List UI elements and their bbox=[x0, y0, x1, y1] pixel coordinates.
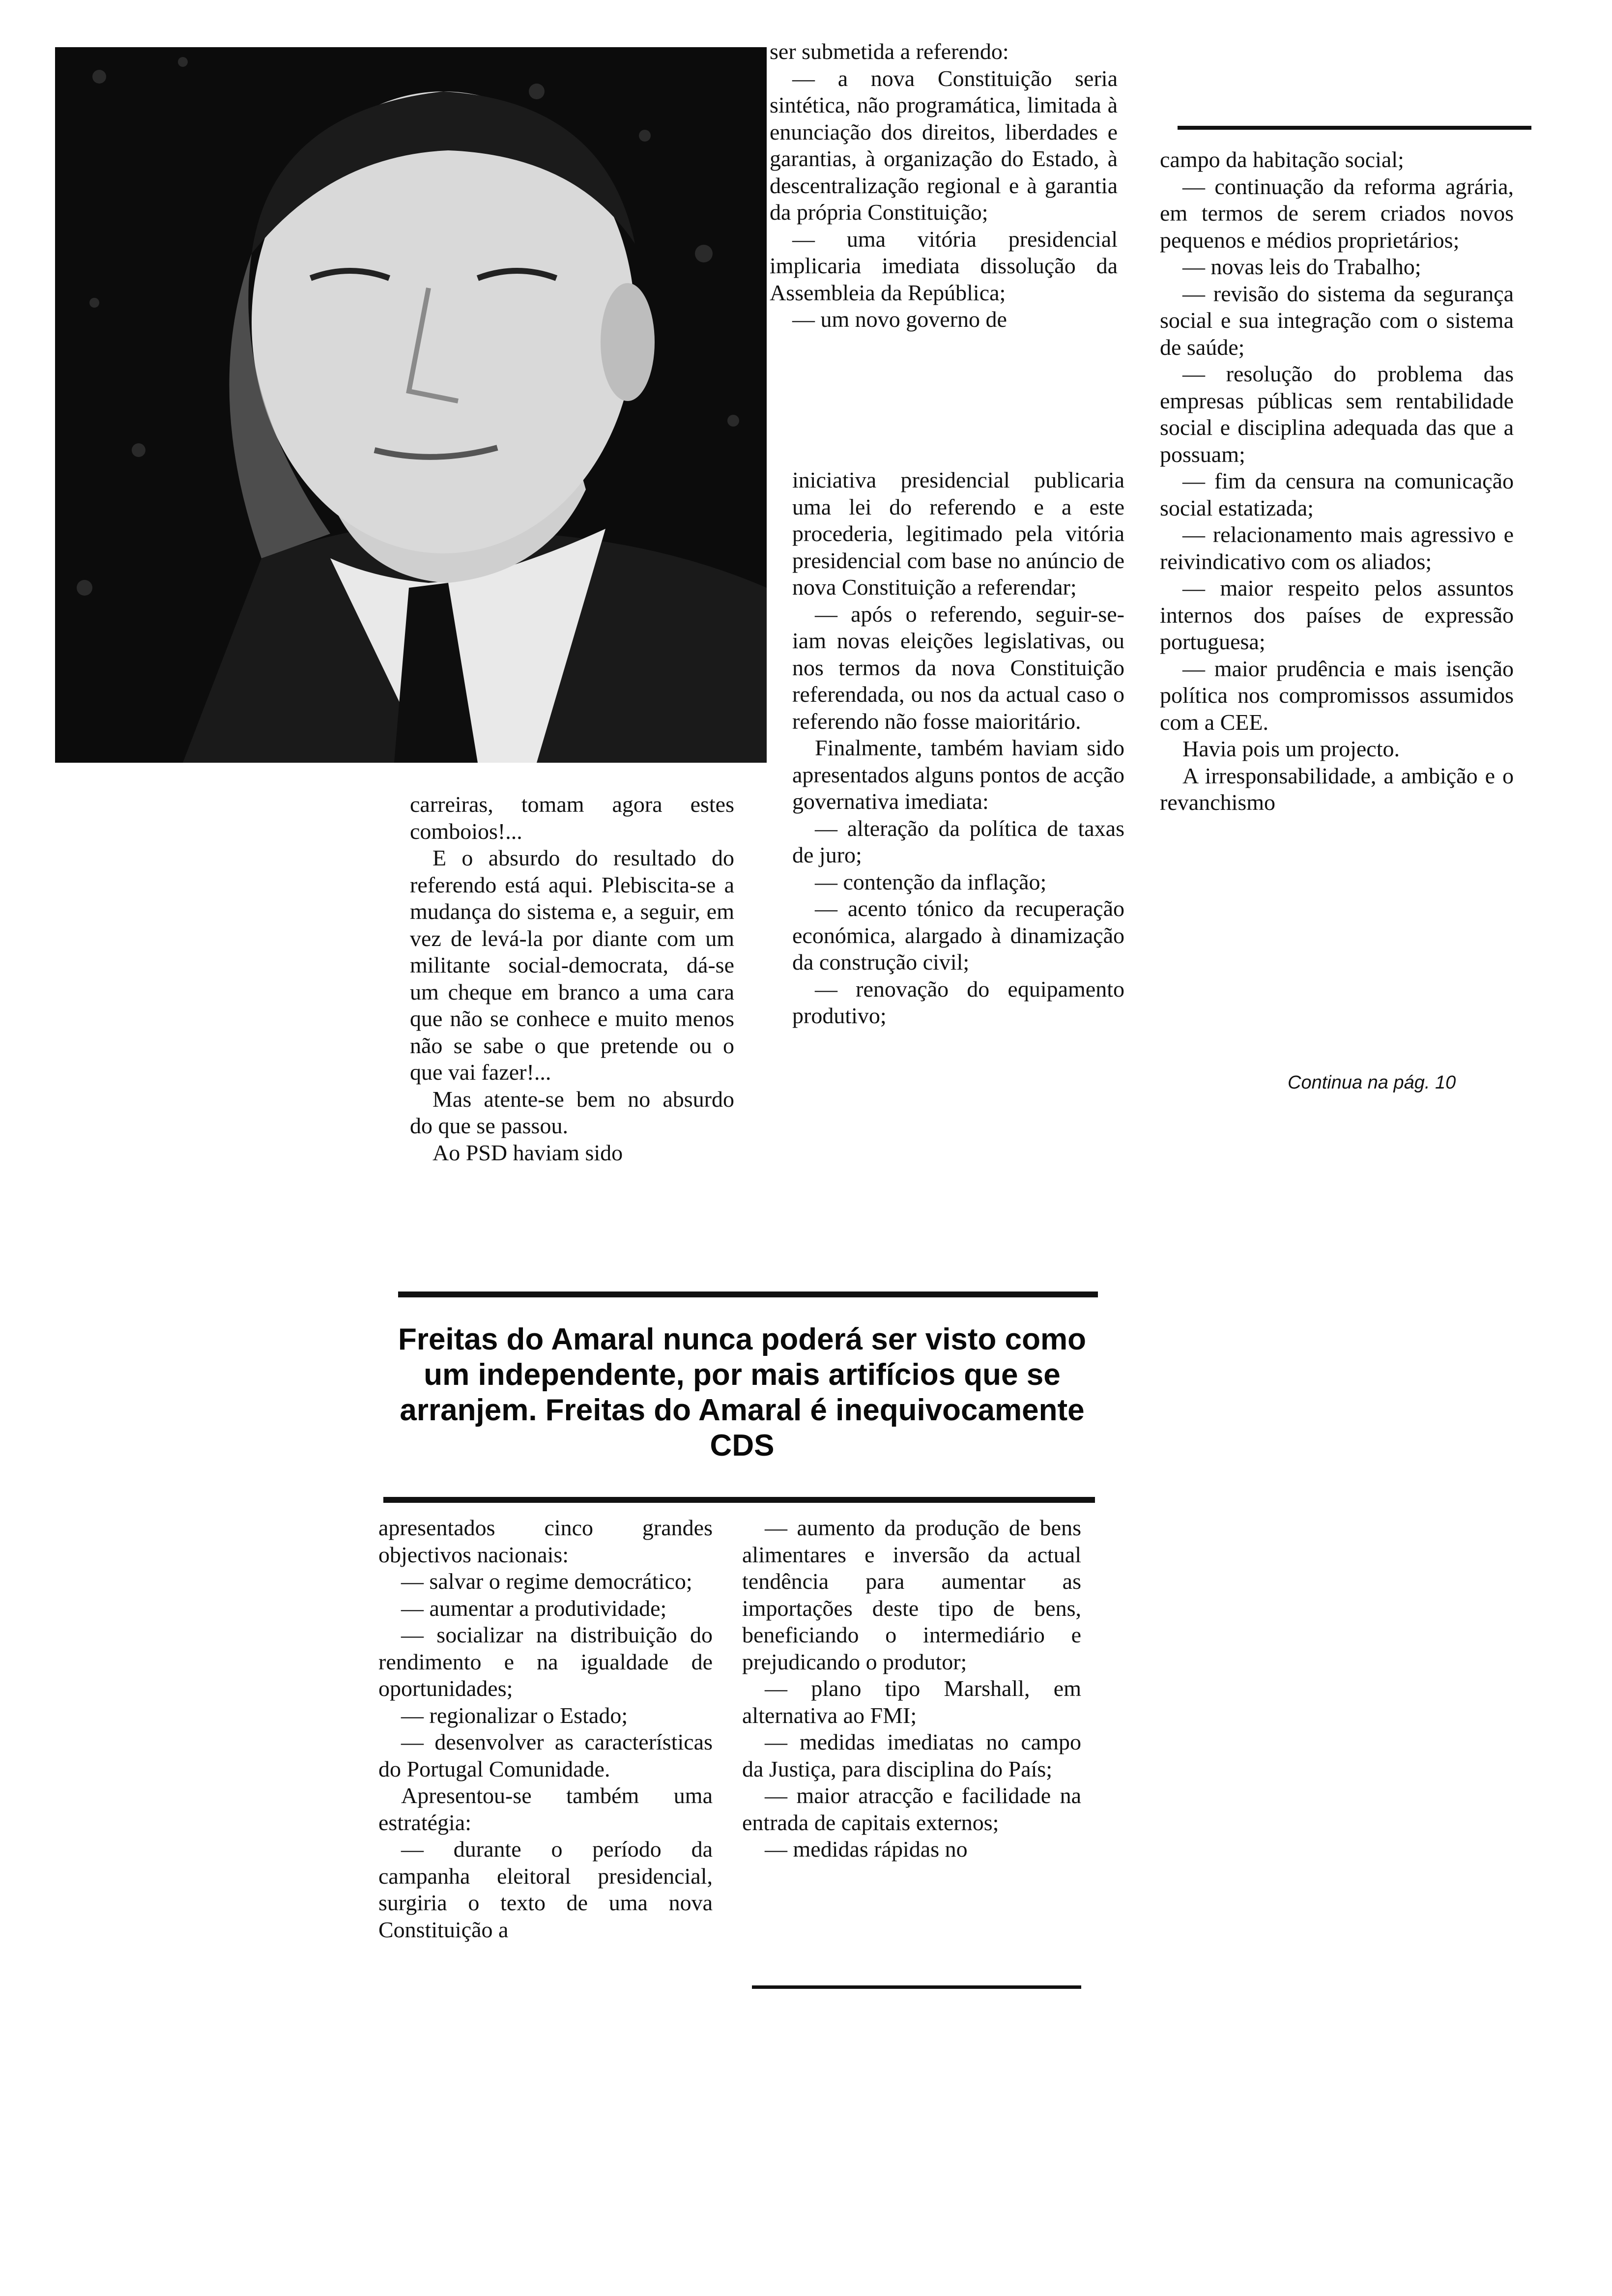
column-top-rule bbox=[1178, 126, 1531, 130]
paragraph: — aumento da produção de bens alimentares e inversão da actual tendência para aumentar as importações deste tipo de bens, beneficiando o intermediário e prejudicando o produtor; bbox=[742, 1515, 1081, 1674]
paragraph: — uma vitória presidencial implicaria imediata dissolução da Assembleia da República; bbox=[770, 226, 1118, 305]
paragraph: — maior respeito pelos assuntos internos dos países de expressão portuguesa; bbox=[1160, 575, 1514, 654]
portrait-illustration bbox=[55, 47, 767, 763]
paragraph: — durante o período da campanha eleitoral presidencial, surgiria o texto de uma nova Constituição a bbox=[378, 1837, 713, 1942]
column-middle bbox=[792, 467, 1124, 1030]
paragraph: carreiras, tomam agora estes comboios!... bbox=[410, 792, 734, 844]
paragraph: — novas leis do Trabalho; bbox=[1182, 254, 1421, 279]
paragraph: — medidas imediatas no campo da Justiça, para disciplina do País; bbox=[742, 1729, 1081, 1781]
pull-quote: Freitas do Amaral nunca poderá ser visto como um independente, por mais artifícios que se arranjem. Freitas do Amaral é inequivocamente CDS bbox=[398, 1322, 1086, 1463]
paragraph: — maior prudência e mais isenção política nos compromissos assumidos com a CEE. bbox=[1160, 656, 1514, 735]
paragraph: E o absurdo do resultado do referendo está aqui. Plebiscita-se a mudança do sistema e, a seguir, em vez de levá-la por diante com um militante social-democrata, dá-se um cheque em branco a uma cara que não se conhece e muito menos não se sabe o que pretende ou o que vai fazer!... bbox=[410, 845, 734, 1085]
paragraph: — contenção da inflação; bbox=[815, 869, 1047, 894]
paragraph: iniciativa presidencial publicaria uma lei do referendo e a este procederia, legitimado pela vitória presidencial com base no anúncio de nova Constituição a referendar; bbox=[792, 467, 1124, 600]
column-right bbox=[1160, 146, 1514, 816]
column-upper-middle bbox=[770, 38, 1118, 333]
paragraph: — revisão do sistema da segurança social e sua integração com o sistema de saúde; bbox=[1160, 281, 1514, 360]
column-end-rule bbox=[752, 1985, 1081, 1989]
paragraph: — relacionamento mais agressivo e reivindicativo com os aliados; bbox=[1160, 522, 1514, 574]
paragraph: Havia pois um projecto. bbox=[1182, 736, 1400, 761]
paragraph: — desenvolver as características do Portugal Comunidade. bbox=[378, 1729, 713, 1781]
paragraph: apresentados cinco grandes objectivos nacionais: bbox=[378, 1515, 713, 1567]
paragraph: — medidas rápidas no bbox=[765, 1837, 968, 1862]
paragraph: — renovação do equipamento produtivo; bbox=[792, 976, 1124, 1028]
paragraph: — plano tipo Marshall, em alternativa ao FMI; bbox=[742, 1676, 1081, 1728]
paragraph: — maior atracção e facilidade na entrada de capitais externos; bbox=[742, 1783, 1081, 1835]
paragraph: — regionalizar o Estado; bbox=[401, 1702, 628, 1728]
paragraph: Ao PSD haviam sido bbox=[432, 1140, 623, 1165]
paragraph: — a nova Constituição seria sintética, não programática, limitada à enunciação dos direitos, liberdades e garantias, à organização do Estado, à descentralização regional e à garantia da própria Constituição; bbox=[770, 65, 1118, 225]
paragraph: — fim da censura na comunicação social estatizada; bbox=[1160, 468, 1514, 520]
pull-quote-top-rule bbox=[398, 1292, 1098, 1297]
paragraph: — alteração da política de taxas de juro; bbox=[792, 815, 1124, 867]
paragraph: Finalmente, também haviam sido apresentados alguns pontos de acção governativa imediata: bbox=[792, 735, 1124, 814]
paragraph: — acento tónico da recuperação económica, alargado à dinamização da construção civil; bbox=[792, 896, 1124, 975]
paragraph: Apresentou-se também uma estratégia: bbox=[378, 1783, 713, 1835]
paragraph: — após o referendo, seguir-se-iam novas eleições legislativas, ou nos termos da nova Constituição referendada, ou nos da actual caso o referendo não fosse maioritário. bbox=[792, 601, 1124, 734]
continuation-note: Continua na pág. 10 bbox=[1288, 1072, 1456, 1093]
paragraph: campo da habitação social; bbox=[1160, 147, 1404, 172]
paragraph: ser submetida a referendo: bbox=[770, 39, 1009, 64]
pull-quote-bottom-rule bbox=[383, 1497, 1095, 1503]
paragraph: — resolução do problema das empresas públicas sem rentabilidade social e disciplina adequada das que a possuam; bbox=[1160, 361, 1514, 467]
paragraph: A irresponsabilidade, a ambição e o revanchismo bbox=[1160, 763, 1514, 815]
column-bottom-right bbox=[742, 1515, 1081, 1863]
paragraph: — continuação da reforma agrária, em termos de serem criados novos pequenos e médios proprietários; bbox=[1160, 173, 1514, 253]
paragraph: — aumentar a produtividade; bbox=[401, 1595, 667, 1621]
paragraph: — salvar o regime democrático; bbox=[401, 1569, 692, 1594]
paragraph: — um novo governo de bbox=[792, 307, 1007, 332]
portrait-photo bbox=[55, 47, 767, 763]
column-bottom-left bbox=[378, 1515, 713, 1943]
column-left bbox=[410, 791, 734, 1166]
paragraph: — socializar na distribuição do rendimento e na igualdade de oportunidades; bbox=[378, 1622, 713, 1701]
paragraph: Mas atente-se bem no absurdo do que se passou. bbox=[410, 1086, 734, 1138]
